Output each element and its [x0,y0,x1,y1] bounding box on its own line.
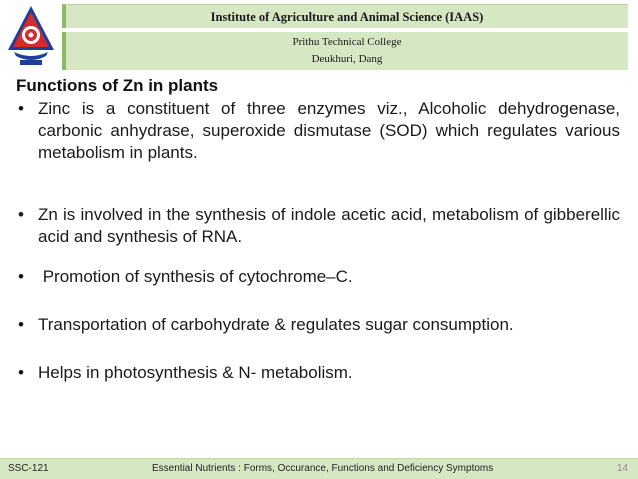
bullet-icon: • [18,99,24,118]
bullet-item [16,266,620,288]
footer-bar [0,458,638,479]
bullet-icon: • [18,267,24,286]
bullet-icon: • [18,363,24,382]
bullet-item [16,362,620,384]
tu-emblem-icon [6,4,56,70]
bullet-item [16,98,620,178]
bullet-text: Zinc is a constituent of three enzymes viz., Alcoholic dehydrogenase, carbonic anhydrase, superoxide dismutase (SOD) which regulates various metabolism in plants. [38,99,620,162]
bullet-item [16,204,620,266]
header-band-college [62,32,628,70]
footer-topic: Essential Nutrients : Forms, Occurance, Functions and Deficiency Symptoms [152,463,494,474]
college-location: Deukhuri, Dang [311,53,383,65]
bullet-text: Zn is involved in the synthesis of indole acetic acid, metabolism of gibberellic acid and synthesis of RNA. [38,205,620,246]
page-number: 14 [616,463,628,474]
bullet-icon: • [18,315,24,334]
header-band-institute [62,4,628,28]
institute-title: Institute of Agriculture and Animal Science (IAAS) [210,10,484,24]
bullet-text: Helps in photosynthesis & N- metabolism. [38,363,353,382]
bullet-item [16,314,620,336]
bullet-text: Promotion of synthesis of cytochrome–C. [38,267,353,286]
bullet-list [16,98,620,384]
course-code: SSC-121 [8,463,49,474]
bullet-icon: • [18,205,24,224]
bullet-text: Transportation of carbohydrate & regulates sugar consumption. [38,315,514,334]
college-name: Prithu Technical College [292,36,402,48]
slide-heading: Functions of Zn in plants [16,76,219,95]
